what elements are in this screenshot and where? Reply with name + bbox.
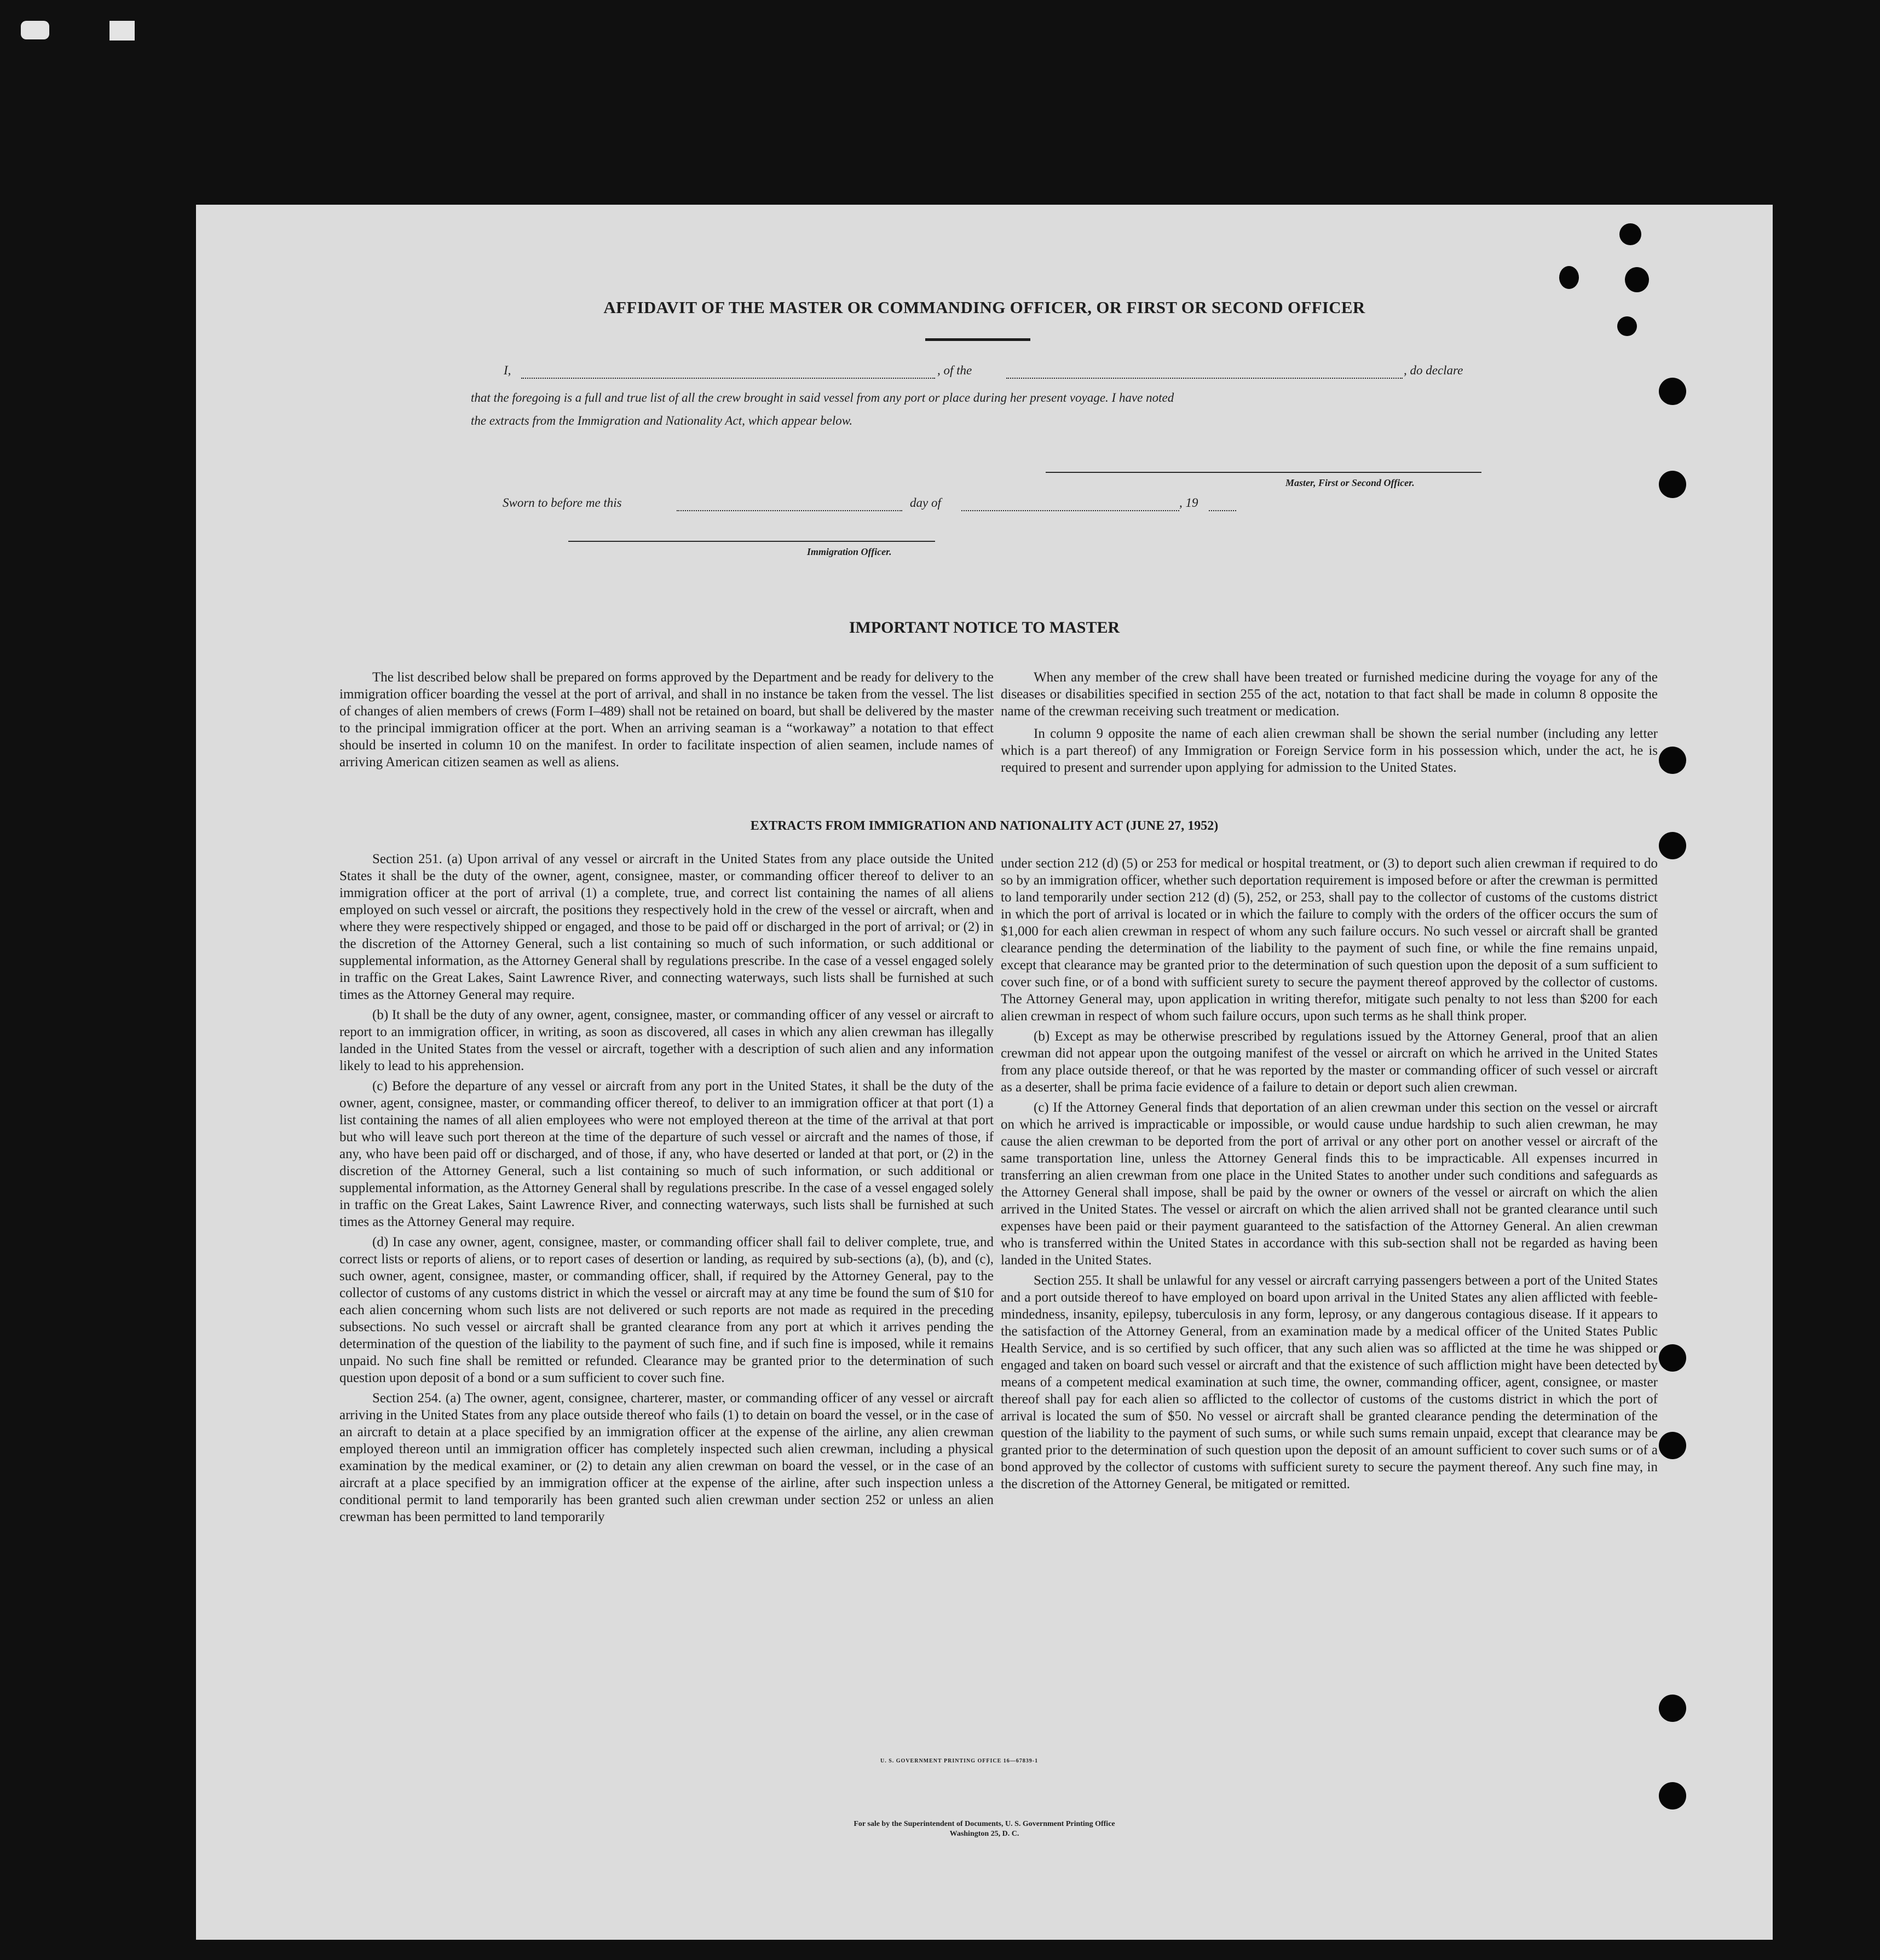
notice-left-column [339, 669, 994, 774]
punch-hole [1659, 1432, 1686, 1459]
notice-paragraph: When any member of the crew shall have been treated or furnished medicine during the voyage for any of the diseases or disabilities specified in section 255 of the act, notation to that fact shall be made in column 8 opposite the name of the crewman receiving such treatment or medication. [1001, 670, 1658, 719]
scan-mark-left [21, 21, 49, 39]
of-the-label: , of the [937, 363, 972, 377]
sale-line: For sale by the Superintendent of Documents, U. S. Government Printing Office [854, 1820, 1115, 1828]
punch-hole [1619, 223, 1641, 245]
extracts-title: EXTRACTS FROM IMMIGRATION AND NATIONALITY ACT (JUNE 27, 1952) [750, 819, 1219, 833]
extract-paragraph: Section 254. (a) The owner, agent, consignee, charterer, master, or commanding officer of any vessel or aircraft arriving in the United States from any place outside thereof who fails (1) to detain on board the vessel, or in the case of an aircraft to detain at a place specified by an immigration officer at the expense of the airline, any alien crewman employed thereon until an immigration officer has completely inspected such alien crewman, including a physical examination by the medical examiner, or (2) to detain any alien crewman on board the vessel, or in the case of an aircraft at a place specified by an immigration officer at the expense of the airline, after such inspection unless a conditional permit to land temporarily has been granted such alien crewman under section 252 or unless an alien crewman has been permitted to land temporarily [339, 1391, 994, 1524]
punch-hole [1625, 267, 1649, 292]
vessel-name-field[interactable] [1006, 378, 1403, 379]
sale-line: Washington 25, D. C. [949, 1830, 1019, 1838]
extract-paragraph: (b) It shall be the duty of any owner, agent, consignee, master, or commanding officer of any vessel or aircraft to report to an immigration officer, in writing, as soon as discovered, all cases in which any alien crewman has illegally landed in the United States from the vessel or aircraft, together with a description of such alien and any information likely to lead to his apprehension. [339, 1008, 994, 1073]
extract-paragraph: (b) Except as may be otherwise prescribed by regulations issued by the Attorney General, proof that an alien crewman did not appear upon the outgoing manifest of the vessel or aircraft on which he arrived in the United States from any place outside thereof, or that he was reported by the master or commanding officer of such vessel or aircraft as a deserter, shall be prima facie evidence of a failure to detain or deport such alien crewman. [1001, 1029, 1658, 1095]
officer-signature-line[interactable] [568, 541, 935, 542]
punch-hole [1659, 1695, 1686, 1722]
declaration-text: the extracts from the Immigration and Nationality Act, which appear below. [471, 414, 853, 427]
sworn-year-field[interactable] [1209, 510, 1236, 511]
notice-title: IMPORTANT NOTICE TO MASTER [849, 618, 1120, 637]
master-signature-caption: Master, First or Second Officer. [1285, 477, 1415, 488]
extract-paragraph: (c) Before the departure of any vessel or aircraft from any port in the United States, it shall be the duty of the owner, agent, consignee, master, or commanding officer thereof, to deliver to an immigration officer at that port (1) a list containing the names of all alien employees who were not employed thereon at the time of the arrival at that port but who will leave such port thereon at the time of the departure of such vessel or aircraft and the names of those, if any, who have been paid off or discharged, and of those, if any, who have deserted or landed at that port, or (2) in the discretion of the Attorney General, such a list containing so much of such information, or such additional or supplemental information, as the Attorney General shall by regulations prescribe. In the case of a vessel engaged solely in traffic on the Great Lakes, Saint Lawrence River, and connecting waterways, such lists shall be furnished at such times as the Attorney General may require. [339, 1079, 994, 1229]
officer-signature-caption: Immigration Officer. [807, 546, 892, 557]
affidavit-title: AFFIDAVIT OF THE MASTER OR COMMANDING OFFICER, OR FIRST OR SECOND OFFICER [603, 298, 1365, 317]
punch-hole [1659, 378, 1686, 405]
punch-hole [1659, 747, 1686, 774]
punch-hole [1659, 832, 1686, 859]
punch-hole [1617, 316, 1637, 336]
affiant-prefix: I, [504, 363, 511, 377]
master-signature-line[interactable] [1046, 472, 1481, 473]
notice-paragraph: The list described below shall be prepared on forms approved by the Department and be ready for delivery to the immigration officer boarding the vessel at the port of arrival, and shall in no instance be taken from the vessel. The list of changes of alien members of crews (Form I–489) shall not be retained on board, but shall be delivered by the master to the principal immigration officer at the port. When an arriving seaman is a “workaway” a notation to that effect should be inserted in column 10 on the manifest. In order to facilitate inspection of alien seamen, include names of arriving American citizen seamen as well as aliens. [339, 670, 994, 770]
title-rule [925, 338, 1030, 341]
notice-paragraph: In column 9 opposite the name of each alien crewman shall be shown the serial number (including any letter which is a part thereof) of any Immigration or Foreign Service form in his possession which, under the act, he is required to present and surrender upon applying for admission to the United States. [1001, 726, 1658, 775]
punch-hole [1659, 1344, 1686, 1372]
sworn-day-field[interactable] [677, 510, 902, 511]
extract-paragraph: (c) If the Attorney General finds that deportation of an alien crewman under this section on the vessel or aircraft on which he arrived is impracticable or impossible, or would cause undue hardship to such alien crewman, he may cause the alien crewman to be deported from the port of arrival or any other port on another vessel or aircraft of the same transportation line, unless the Attorney General finds this to be impracticable. All expenses incurred in transferring an alien crewman from one place in the United States to another under such conditions and safeguards as the Attorney General shall impose, shall be paid by the owner or owners of the vessel or aircraft on which the alien arrived in the United States. The vessel or aircraft on which the alien arrived shall not be granted clearance until such expenses have been paid or their payment guaranteed to the satisfaction of the Attorney General. An alien crewman who is transferred within the United States in accordance with this sub-section shall not be regarded as having been landed in the United States. [1001, 1100, 1658, 1268]
notice-right-column [1001, 669, 1658, 779]
sale-notice [196, 1819, 1773, 1839]
punch-hole [1659, 1782, 1686, 1809]
year-prefix-label: , 19 [1179, 496, 1198, 510]
extracts-right-column [1001, 855, 1658, 1496]
scan-mark-right [109, 21, 135, 41]
affiant-name-field[interactable] [521, 378, 935, 379]
extracts-left-column [339, 851, 994, 1529]
gpo-code: U. S. GOVERNMENT PRINTING OFFICE 16—67839-1 [880, 1758, 1039, 1764]
document-page [196, 205, 1773, 1940]
extract-paragraph: (d) In case any owner, agent, consignee, master, or commanding officer shall fail to deliver complete, true, and correct lists or reports of aliens, or to report cases of desertion or landing, as required by sub-sections (a), (b), and (c), such owner, agent, consignee, master, or commanding officer, shall, if required by the Attorney General, pay to the collector of customs of any customs district in which the vessel or aircraft may at any time be found the sum of $10 for each alien concerning whom such lists are not delivered or such reports are not made as required in the preceding subsections. No such vessel or aircraft shall be granted clearance from any port at which it arrives pending the determination of the question of the liability to the payment of such fine, and if such fine is imposed, while it remains unpaid. No such fine shall be remitted or refunded. Clearance may be granted prior to the determination of such question upon deposit of a bond or a sum sufficient to cover such fine. [339, 1235, 994, 1385]
extract-paragraph: Section 251. (a) Upon arrival of any vessel or aircraft in the United States from any place outside the United States it shall be the duty of the owner, agent, consignee, master, or commanding officer thereof to deliver to an immigration officer at the port of arrival (1) a complete, true, and correct list containing the names of all aliens employed on such vessel or aircraft, the positions they respectively hold in the crew of the vessel or aircraft, when and where they were respectively shipped or engaged, and those to be paid off or discharged in the port of arrival; or (2) in the discretion of the Attorney General, such a list containing so much of such information, or such additional or supplemental information, as the Attorney General shall by regulations prescribe. In the case of a vessel engaged solely in traffic on the Great Lakes, Saint Lawrence River, and connecting waterways, such lists shall be furnished at such times as the Attorney General may require. [339, 852, 994, 1002]
extract-paragraph: Section 255. It shall be unlawful for any vessel or aircraft carrying passengers between a port of the United States and a port outside thereof to have employed on board upon arrival in the United States any alien afflicted with feeble-mindedness, insanity, epilepsy, tuberculosis in any form, leprosy, or any dangerous contagious disease. If it appears to the satisfaction of the Attorney General, from an examination made by a medical officer of the United States Public Health Service, and is so certified by such officer, that any such alien was so afflicted at the time he was shipped or engaged and taken on board such vessel or aircraft and that the existence of such affliction might have been detected by means of a competent medical examination at such time, the owner, commanding officer, agent, consignee, or master thereof shall pay for each alien so afflicted to the collector of customs of the customs district in which the port of arrival is located the sum of $50. No vessel or aircraft shall be granted clearance pending the determination of the question of the liability to the payment of such sums, or while such sums remain unpaid, except that clearance may be granted prior to the determination of such question upon the deposit of an amount sufficient to cover such sums or of a bond approved by the collector of customs with sufficient surety to secure the payment thereof. Any such fine may, in the discretion of the Attorney General, be mitigated or remitted. [1001, 1273, 1658, 1491]
declaration-text: that the foregoing is a full and true list of all the crew brought in said vessel from any port or place during her present voyage. I have noted [471, 391, 1174, 404]
sworn-month-field[interactable] [961, 510, 1179, 511]
sworn-label: Sworn to before me this [503, 496, 622, 510]
day-of-label: day of [910, 496, 941, 510]
do-declare-label: , do declare [1404, 363, 1463, 377]
punch-hole [1659, 471, 1686, 498]
extract-paragraph: under section 212 (d) (5) or 253 for medical or hospital treatment, or (3) to deport such alien crewman if required to do so by an immigration officer, whether such deportation requirement is imposed before or after the crewman is permitted to land temporarily under section 212 (d) (5), 252, or 253, shall pay to the collector of customs of the customs district in which the port of arrival is located or in which the failure to comply with the orders of the officer occurs the sum of $1,000 for each alien crewman in respect of whom any such failure occurs. No such vessel or aircraft shall be granted clearance pending the determination of the liability to the payment of such fine, or while the fine remains unpaid, except that clearance may be granted prior to the determination of such question upon the deposit of a sum sufficient to cover such fine, or of a bond with sufficient surety to secure the payment thereof approved by the collector of customs. The Attorney General may, upon application in writing therefor, mitigate such penalty to not less than $200 for each alien crewman in respect of whom such failure occurs, upon such terms as he shall think proper. [1001, 856, 1658, 1024]
punch-hole [1559, 266, 1579, 289]
